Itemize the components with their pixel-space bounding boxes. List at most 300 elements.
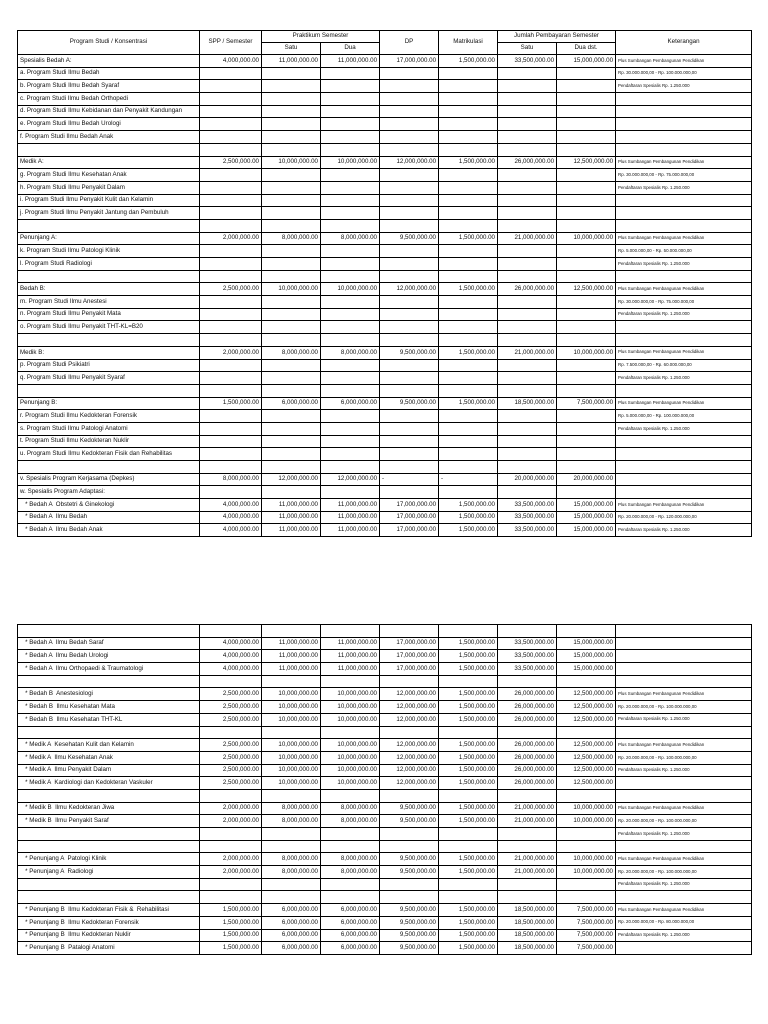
spp-cell: 2,000,000.00: [200, 346, 262, 359]
praktikum-satu-cell: 11,000,000.00: [262, 637, 321, 650]
spp-cell: [200, 80, 262, 93]
matrikulasi-cell: 1,500,000.00: [439, 156, 498, 169]
dp-cell: 12,000,000.00: [380, 156, 439, 169]
praktikum-dua-cell: 11,000,000.00: [321, 650, 380, 663]
jumlah-satu-cell: [498, 321, 557, 334]
jumlah-dua-cell: [557, 270, 616, 283]
keterangan-cell: Rp. 30.000.000,00 - Rp. 75.000.000,00: [616, 296, 752, 309]
keterangan-cell: [616, 461, 752, 474]
matrikulasi-cell: [439, 169, 498, 182]
spp-cell: 2,000,000.00: [200, 815, 262, 828]
jumlah-dua-cell: [557, 80, 616, 93]
jumlah-satu-cell: 26,000,000.00: [498, 701, 557, 714]
jumlah-satu-cell: [498, 181, 557, 194]
jumlah-dua-cell: [557, 384, 616, 397]
praktikum-dua-cell: [321, 181, 380, 194]
spp-cell: [200, 67, 262, 80]
jumlah-satu-cell: 26,000,000.00: [498, 751, 557, 764]
dp-cell: [380, 891, 439, 904]
program-cell: [18, 334, 200, 347]
jumlah-dua-cell: [557, 93, 616, 106]
praktikum-satu-cell: 10,000,000.00: [262, 283, 321, 296]
praktikum-satu-cell: [262, 840, 321, 853]
table-row: [18, 410, 752, 423]
program-cell: * Bedah B Anestesiologi: [18, 688, 200, 701]
dp-cell: [380, 675, 439, 688]
program-cell: [18, 270, 200, 283]
jumlah-satu-cell: [498, 461, 557, 474]
spp-cell: 4,000,000.00: [200, 663, 262, 676]
table-row: [18, 181, 752, 194]
program-cell: [18, 840, 200, 853]
jumlah-dua-cell: [557, 105, 616, 118]
table-row: [18, 916, 752, 929]
program-cell: i. Program Studi Ilmu Penyakit Kulit dan Kelamin: [18, 194, 200, 207]
spp-cell: [200, 334, 262, 347]
jumlah-satu-cell: 26,000,000.00: [498, 156, 557, 169]
dp-cell: 9,500,000.00: [380, 866, 439, 879]
jumlah-dua-cell: [557, 143, 616, 156]
matrikulasi-cell: 1,500,000.00: [439, 650, 498, 663]
spp-cell: [200, 308, 262, 321]
keterangan-cell: [616, 942, 752, 955]
dp-cell: 9,500,000.00: [380, 232, 439, 245]
spp-cell: [200, 828, 262, 841]
matrikulasi-cell: 1,500,000.00: [439, 802, 498, 815]
jumlah-satu-cell: 33,500,000.00: [498, 650, 557, 663]
praktikum-satu-cell: [262, 461, 321, 474]
keterangan-cell: [616, 93, 752, 106]
praktikum-dua-cell: [321, 105, 380, 118]
praktikum-dua-cell: [321, 461, 380, 474]
jumlah-dua-cell: [557, 891, 616, 904]
praktikum-dua-cell: [321, 448, 380, 461]
praktikum-satu-cell: 12,000,000.00: [262, 473, 321, 486]
dp-cell: 17,000,000.00: [380, 511, 439, 524]
praktikum-satu-cell: 11,000,000.00: [262, 663, 321, 676]
matrikulasi-cell: [439, 410, 498, 423]
keterangan-cell: Pendaftaran Spesialis Rp. 1.250.000: [616, 828, 752, 841]
keterangan-cell: Plus Sumbangan Pembangunan Pendidikan: [616, 397, 752, 410]
dp-cell: 17,000,000.00: [380, 499, 439, 512]
keterangan-cell: [616, 435, 752, 448]
praktikum-dua-cell: 8,000,000.00: [321, 815, 380, 828]
praktikum-dua-cell: 12,000,000.00: [321, 473, 380, 486]
table-row: [18, 194, 752, 207]
praktikum-satu-cell: 6,000,000.00: [262, 397, 321, 410]
spp-cell: [200, 181, 262, 194]
praktikum-satu-cell: [262, 93, 321, 106]
header-jumlah-satu: Satu: [498, 43, 557, 55]
keterangan-cell: [616, 840, 752, 853]
jumlah-satu-cell: 18,500,000.00: [498, 397, 557, 410]
praktikum-satu-cell: [262, 726, 321, 739]
jumlah-satu-cell: 33,500,000.00: [498, 637, 557, 650]
program-cell: * Medik B Ilmu Penyakit Saraf: [18, 815, 200, 828]
matrikulasi-cell: [439, 118, 498, 131]
spp-cell: [200, 891, 262, 904]
spp-cell: [200, 840, 262, 853]
praktikum-dua-cell: 10,000,000.00: [321, 701, 380, 714]
dp-cell: 9,500,000.00: [380, 942, 439, 955]
table-row: [18, 853, 752, 866]
praktikum-dua-cell: [321, 359, 380, 372]
jumlah-satu-cell: [498, 207, 557, 220]
jumlah-satu-cell: [498, 486, 557, 499]
program-cell: f. Program Studi Ilmu Bedah Anak: [18, 131, 200, 144]
spp-cell: [200, 448, 262, 461]
dp-cell: [380, 194, 439, 207]
praktikum-dua-cell: [321, 270, 380, 283]
jumlah-satu-cell: [498, 169, 557, 182]
dp-cell: [380, 410, 439, 423]
dp-cell: [380, 118, 439, 131]
praktikum-dua-cell: 10,000,000.00: [321, 156, 380, 169]
dp-cell: 12,000,000.00: [380, 751, 439, 764]
matrikulasi-cell: [439, 435, 498, 448]
praktikum-dua-cell: [321, 789, 380, 802]
spp-cell: [200, 359, 262, 372]
praktikum-dua-cell: [321, 828, 380, 841]
keterangan-cell: Rp. 20.000.000,00 - Rp. 100.000.000,00: [616, 866, 752, 879]
matrikulasi-cell: [439, 726, 498, 739]
spp-cell: 4,000,000.00: [200, 499, 262, 512]
praktikum-satu-cell: 8,000,000.00: [262, 815, 321, 828]
spp-cell: 2,500,000.00: [200, 701, 262, 714]
keterangan-cell: [616, 486, 752, 499]
praktikum-dua-cell: 10,000,000.00: [321, 283, 380, 296]
jumlah-satu-cell: 18,500,000.00: [498, 942, 557, 955]
jumlah-dua-cell: [557, 67, 616, 80]
jumlah-satu-cell: 21,000,000.00: [498, 346, 557, 359]
dp-cell: [380, 840, 439, 853]
matrikulasi-cell: [439, 93, 498, 106]
jumlah-dua-cell: [557, 296, 616, 309]
spp-cell: [200, 296, 262, 309]
program-cell: * Bedah A Obstetri & Ginekologi: [18, 499, 200, 512]
dp-cell: 12,000,000.00: [380, 283, 439, 296]
praktikum-dua-cell: 10,000,000.00: [321, 764, 380, 777]
praktikum-dua-cell: 6,000,000.00: [321, 904, 380, 917]
praktikum-dua-cell: 8,000,000.00: [321, 802, 380, 815]
jumlah-satu-cell: [498, 410, 557, 423]
fee-table-continued: [17, 624, 752, 955]
spp-cell: [200, 194, 262, 207]
praktikum-dua-cell: 11,000,000.00: [321, 637, 380, 650]
matrikulasi-cell: 1,500,000.00: [439, 866, 498, 879]
program-cell: v. Spesialis Program Kerjasama (Depkes): [18, 473, 200, 486]
table-row: [18, 334, 752, 347]
table-row: [18, 688, 752, 701]
matrikulasi-cell: [439, 486, 498, 499]
spp-cell: [200, 245, 262, 258]
jumlah-dua-cell: [557, 258, 616, 271]
jumlah-dua-cell: [557, 675, 616, 688]
table-row: [18, 93, 752, 106]
jumlah-dua-cell: 10,000,000.00: [557, 853, 616, 866]
fee-table-body: [18, 55, 752, 537]
praktikum-satu-cell: [262, 675, 321, 688]
header-jumlah-dua: Dua dst.: [557, 43, 616, 55]
keterangan-cell: [616, 448, 752, 461]
keterangan-cell: Rp. 30.000.000,00 - Rp. 75.000.000,00: [616, 169, 752, 182]
keterangan-cell: Plus Sumbangan Pembangunan Pendidikan: [616, 802, 752, 815]
table-row: [18, 713, 752, 726]
keterangan-cell: [616, 891, 752, 904]
jumlah-satu-cell: 18,500,000.00: [498, 916, 557, 929]
praktikum-dua-cell: [321, 625, 380, 638]
praktikum-dua-cell: [321, 118, 380, 131]
program-cell: [18, 461, 200, 474]
jumlah-satu-cell: [498, 625, 557, 638]
keterangan-cell: Plus Sumbangan Pembangunan Pendidikan: [616, 739, 752, 752]
praktikum-satu-cell: 6,000,000.00: [262, 942, 321, 955]
praktikum-satu-cell: 10,000,000.00: [262, 701, 321, 714]
program-cell: [18, 828, 200, 841]
program-cell: Medik A:: [18, 156, 200, 169]
jumlah-dua-cell: 7,500,000.00: [557, 942, 616, 955]
praktikum-dua-cell: [321, 219, 380, 232]
table-row: [18, 245, 752, 258]
jumlah-satu-cell: 33,500,000.00: [498, 524, 557, 537]
table-row: [18, 422, 752, 435]
jumlah-dua-cell: [557, 625, 616, 638]
spp-cell: [200, 675, 262, 688]
dp-cell: [380, 726, 439, 739]
matrikulasi-cell: 1,500,000.00: [439, 751, 498, 764]
praktikum-dua-cell: [321, 840, 380, 853]
jumlah-dua-cell: [557, 486, 616, 499]
table-row: [18, 473, 752, 486]
keterangan-cell: Plus Sumbangan Pembangunan Pendidikan: [616, 55, 752, 68]
praktikum-satu-cell: 6,000,000.00: [262, 929, 321, 942]
jumlah-satu-cell: [498, 840, 557, 853]
matrikulasi-cell: 1,500,000.00: [439, 346, 498, 359]
matrikulasi-cell: 1,500,000.00: [439, 701, 498, 714]
jumlah-dua-cell: 15,000,000.00: [557, 650, 616, 663]
dp-cell: [380, 789, 439, 802]
praktikum-dua-cell: [321, 194, 380, 207]
spp-cell: 2,500,000.00: [200, 688, 262, 701]
table-row: [18, 524, 752, 537]
table-row: [18, 486, 752, 499]
praktikum-satu-cell: [262, 828, 321, 841]
jumlah-dua-cell: [557, 461, 616, 474]
praktikum-satu-cell: 11,000,000.00: [262, 511, 321, 524]
jumlah-satu-cell: [498, 296, 557, 309]
praktikum-satu-cell: 8,000,000.00: [262, 346, 321, 359]
praktikum-dua-cell: 10,000,000.00: [321, 751, 380, 764]
praktikum-satu-cell: [262, 169, 321, 182]
keterangan-cell: [616, 131, 752, 144]
table-row: [18, 219, 752, 232]
keterangan-cell: Rp. 30.000.000,00 - Rp. 100.000.000,00: [616, 67, 752, 80]
praktikum-dua-cell: [321, 169, 380, 182]
fee-table: [17, 30, 752, 537]
keterangan-cell: [616, 118, 752, 131]
dp-cell: [380, 219, 439, 232]
table-row: [18, 346, 752, 359]
matrikulasi-cell: [439, 372, 498, 385]
jumlah-satu-cell: [498, 372, 557, 385]
spp-cell: 2,000,000.00: [200, 232, 262, 245]
keterangan-cell: [616, 675, 752, 688]
keterangan-cell: Plus Sumbangan Pembangunan Pendidikan: [616, 283, 752, 296]
table-row: [18, 815, 752, 828]
praktikum-satu-cell: 11,000,000.00: [262, 499, 321, 512]
praktikum-dua-cell: 8,000,000.00: [321, 232, 380, 245]
table-row: [18, 499, 752, 512]
dp-cell: [380, 625, 439, 638]
matrikulasi-cell: 1,500,000.00: [439, 739, 498, 752]
table-row: [18, 131, 752, 144]
dp-cell: 17,000,000.00: [380, 650, 439, 663]
spp-cell: [200, 435, 262, 448]
jumlah-dua-cell: 12,500,000.00: [557, 739, 616, 752]
spp-cell: [200, 878, 262, 891]
spp-cell: 1,500,000.00: [200, 929, 262, 942]
matrikulasi-cell: [439, 828, 498, 841]
spp-cell: [200, 486, 262, 499]
praktikum-satu-cell: [262, 67, 321, 80]
table-row: [18, 637, 752, 650]
spp-cell: [200, 131, 262, 144]
matrikulasi-cell: 1,500,000.00: [439, 511, 498, 524]
praktikum-dua-cell: 11,000,000.00: [321, 524, 380, 537]
praktikum-satu-cell: 10,000,000.00: [262, 777, 321, 790]
table-row: [18, 866, 752, 879]
jumlah-dua-cell: 15,000,000.00: [557, 55, 616, 68]
praktikum-dua-cell: 11,000,000.00: [321, 55, 380, 68]
jumlah-dua-cell: 7,500,000.00: [557, 929, 616, 942]
keterangan-cell: Rp. 5.000.000,00 - Rp. 100.000.000,00: [616, 410, 752, 423]
dp-cell: [380, 270, 439, 283]
jumlah-satu-cell: [498, 105, 557, 118]
dp-cell: 17,000,000.00: [380, 637, 439, 650]
keterangan-cell: Rp. 7.500.000,00 - Rp. 60.000.000,00: [616, 359, 752, 372]
spp-cell: [200, 258, 262, 271]
praktikum-satu-cell: 10,000,000.00: [262, 713, 321, 726]
program-cell: [18, 384, 200, 397]
program-cell: * Bedah A Ilmu Bedah Saraf: [18, 637, 200, 650]
matrikulasi-cell: [439, 181, 498, 194]
jumlah-satu-cell: [498, 384, 557, 397]
keterangan-cell: Pendaftaran Spesialis Rp. 1.250.000: [616, 929, 752, 942]
spp-cell: [200, 321, 262, 334]
praktikum-dua-cell: [321, 372, 380, 385]
header-praktikum-satu: Satu: [262, 43, 321, 55]
dp-cell: 9,500,000.00: [380, 802, 439, 815]
program-cell: l. Program Studi Radiologi: [18, 258, 200, 271]
dp-cell: [380, 143, 439, 156]
matrikulasi-cell: [439, 878, 498, 891]
spp-cell: 4,000,000.00: [200, 650, 262, 663]
jumlah-dua-cell: [557, 789, 616, 802]
praktikum-dua-cell: [321, 80, 380, 93]
praktikum-satu-cell: [262, 321, 321, 334]
spp-cell: 4,000,000.00: [200, 637, 262, 650]
program-cell: q. Program Studi Ilmu Penyakit Syaraf: [18, 372, 200, 385]
praktikum-dua-cell: [321, 435, 380, 448]
matrikulasi-cell: [439, 422, 498, 435]
dp-cell: [380, 486, 439, 499]
jumlah-dua-cell: [557, 308, 616, 321]
matrikulasi-cell: 1,500,000.00: [439, 688, 498, 701]
dp-cell: [380, 169, 439, 182]
jumlah-dua-cell: [557, 207, 616, 220]
program-cell: * Bedah B Ilmu Kesehatan THT-KL: [18, 713, 200, 726]
jumlah-dua-cell: 12,500,000.00: [557, 156, 616, 169]
praktikum-dua-cell: 10,000,000.00: [321, 713, 380, 726]
keterangan-cell: Rp. 20.000.000,00 - Rp. 80.000.000,00: [616, 916, 752, 929]
keterangan-cell: [616, 270, 752, 283]
dp-cell: [380, 207, 439, 220]
header-dp: DP: [380, 31, 439, 55]
keterangan-cell: Plus Sumbangan Pembangunan Pendidikan: [616, 232, 752, 245]
table-row: [18, 751, 752, 764]
keterangan-cell: [616, 726, 752, 739]
program-cell: u. Program Studi Ilmu Kedokteran Fisik dan Rehabilitas: [18, 448, 200, 461]
jumlah-dua-cell: 10,000,000.00: [557, 866, 616, 879]
jumlah-satu-cell: 33,500,000.00: [498, 499, 557, 512]
matrikulasi-cell: [439, 219, 498, 232]
program-cell: * Medik A Kardiologi dan Kedokteran Vaskuler: [18, 777, 200, 790]
jumlah-dua-cell: 12,500,000.00: [557, 777, 616, 790]
praktikum-satu-cell: [262, 486, 321, 499]
jumlah-dua-cell: 7,500,000.00: [557, 916, 616, 929]
jumlah-satu-cell: 33,500,000.00: [498, 55, 557, 68]
jumlah-satu-cell: 26,000,000.00: [498, 739, 557, 752]
program-cell: [18, 675, 200, 688]
program-cell: * Bedah A Ilmu Orthopaedi & Traumatologi: [18, 663, 200, 676]
spp-cell: [200, 461, 262, 474]
program-cell: [18, 219, 200, 232]
praktikum-dua-cell: [321, 207, 380, 220]
matrikulasi-cell: [439, 891, 498, 904]
praktikum-dua-cell: 10,000,000.00: [321, 739, 380, 752]
table-row: [18, 169, 752, 182]
jumlah-satu-cell: [498, 891, 557, 904]
praktikum-satu-cell: 10,000,000.00: [262, 739, 321, 752]
table-row: [18, 397, 752, 410]
program-cell: h. Program Studi Ilmu Penyakit Dalam: [18, 181, 200, 194]
dp-cell: 12,000,000.00: [380, 777, 439, 790]
jumlah-satu-cell: [498, 219, 557, 232]
keterangan-cell: [616, 207, 752, 220]
praktikum-dua-cell: 8,000,000.00: [321, 346, 380, 359]
table-row: [18, 764, 752, 777]
dp-cell: [380, 181, 439, 194]
jumlah-dua-cell: 12,500,000.00: [557, 713, 616, 726]
spp-cell: [200, 207, 262, 220]
jumlah-dua-cell: [557, 435, 616, 448]
praktikum-dua-cell: [321, 296, 380, 309]
table-row: [18, 67, 752, 80]
keterangan-cell: Plus Sumbangan Pembangunan Pendidikan: [616, 346, 752, 359]
matrikulasi-cell: [439, 384, 498, 397]
praktikum-satu-cell: 10,000,000.00: [262, 156, 321, 169]
praktikum-satu-cell: 8,000,000.00: [262, 866, 321, 879]
spp-cell: [200, 143, 262, 156]
program-cell: e. Program Studi Ilmu Bedah Urologi: [18, 118, 200, 131]
praktikum-dua-cell: [321, 143, 380, 156]
praktikum-satu-cell: [262, 105, 321, 118]
praktikum-dua-cell: 11,000,000.00: [321, 663, 380, 676]
jumlah-satu-cell: [498, 93, 557, 106]
program-cell: * Penunjang B Ilmu Kedokteran Nuklir: [18, 929, 200, 942]
praktikum-satu-cell: [262, 435, 321, 448]
keterangan-cell: Pendaftaran Spesialis Rp. 1.250.000: [616, 181, 752, 194]
